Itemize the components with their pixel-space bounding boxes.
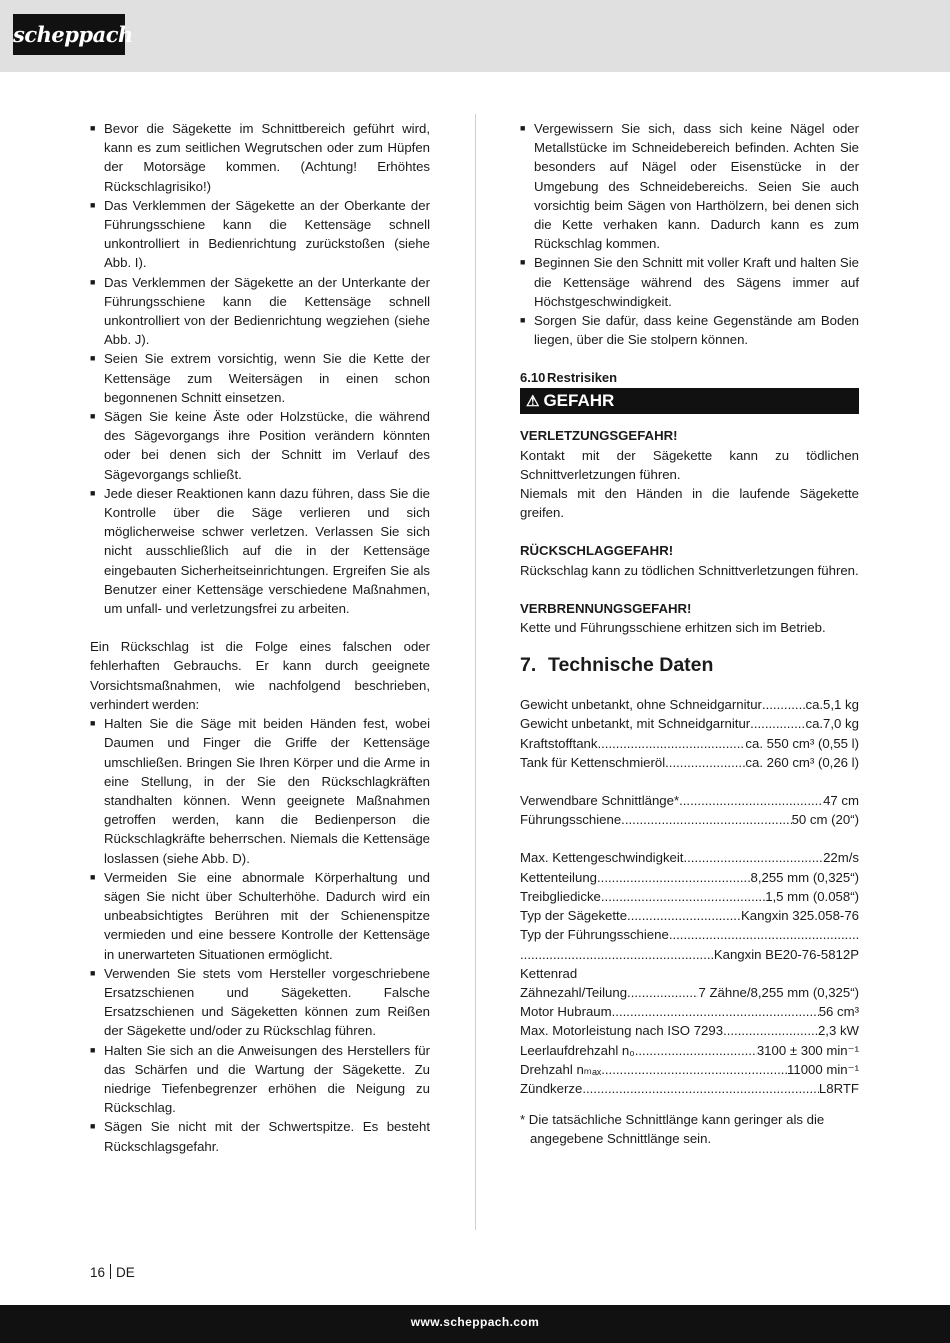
spec-row: Führungsschiene ..... 50 cm (20“) <box>520 810 859 829</box>
spec-group-cutting <box>520 791 859 829</box>
spec-row: Tank für Kettenschmieröl ..... ca. 260 cm³ (0,26 l) <box>520 753 859 772</box>
section-title: Restrisiken <box>547 370 618 386</box>
spec-row: Typ der Sägekette ..... Kangxin 325.058-76 <box>520 906 859 925</box>
list-item: ■ Beginnen Sie den Schnitt mit voller Kraft und halten Sie die Kettensäge während des Sägens immer auf Höchstgeschwindigkeit. <box>520 253 859 311</box>
list-item: ■ Sägen Sie nicht mit der Schwertspitze. Es besteht Rückschlagsgefahr. <box>90 1117 430 1155</box>
list-item: ■ Das Verklemmen der Sägekette an der Oberkante der Führungsschiene kann die Kettensäge schnell unkontrolliert in Bedienrichtung zurückstoßen (siehe Abb. I). <box>90 196 430 273</box>
spec-row: Kraftstofftank ..... ca. 550 cm³ (0,55 l) <box>520 734 859 753</box>
section-heading-6-10 <box>520 368 859 387</box>
spec-row: Drehzahl nₘₐₓ ..... 11000 min⁻¹ <box>520 1060 859 1079</box>
website-url: www.scheppach.com <box>410 1315 540 1329</box>
spec-row: Gewicht unbetankt, ohne Schneidgarnitur ..... ca.5,1 kg <box>520 695 859 714</box>
page-header <box>0 0 950 72</box>
spec-row: Max. Kettengeschwindigkeit ..... 22m/s <box>520 848 859 867</box>
warning-text: Rückschlag kann zu tödlichen Schnittverletzungen führen. <box>520 562 859 578</box>
section-title: Technische Daten <box>548 654 714 677</box>
section-heading-7 <box>520 653 859 677</box>
list-item: ■ Bevor die Sägekette im Schnittbereich geführt wird, kann es zum seitlichen Wegrutschen oder zum Hüpfen der Motorsäge kommen. (Achtung! Erhöhtes Rückschlagrisiko!) <box>90 119 430 196</box>
list-item: ■ Vermeiden Sie eine abnormale Körperhaltung und sägen Sie nicht über Schulterhöhe. Dadurch wird ein unbeabsichtigtes Berühren mit der Schienenspitze vermieden und eine bessere Kontrolle der Kettensäge in unerwarteten Situationen ermöglicht. <box>90 868 430 964</box>
spec-group-weights <box>520 695 859 772</box>
scheppach-logo: scheppach <box>13 14 125 55</box>
list-item: ■ Sägen Sie keine Äste oder Holzstücke, die während des Sägevorgangs ihre Position verändern könnten oder bei denen sich der Schnitt im Verlauf des Sägevorgangs schließt. <box>90 407 430 484</box>
page-footer <box>0 1305 950 1343</box>
language-code: DE <box>116 1265 135 1280</box>
spec-row: Kettenteilung ..... 8,255 mm (0,325“) <box>520 868 859 887</box>
spec-row: Gewicht unbetankt, mit Schneidgarnitur ..... ca.7,0 kg <box>520 714 859 733</box>
warning-title: VERBRENNUNGSGEFAHR! <box>520 600 692 616</box>
list-item: ■ Halten Sie sich an die Anweisungen des Herstellers für das Schärfen und die Wartung der Sägekette. Zu niedrige Tiefenbegrenzer erhöhen die Neigung zu Rückschlag. <box>90 1041 430 1118</box>
spec-row: Zündkerze ..... L8RTF <box>520 1079 859 1098</box>
section-number: 6.10 <box>520 370 546 386</box>
bullet-list-kickback-causes <box>90 119 430 618</box>
warning-text: Kontakt mit der Sägekette kann zu tödlichen Schnittverletzungen führen. <box>520 447 859 482</box>
spec-row: Typ der Führungsschiene ..... <box>520 925 859 944</box>
list-item: ■ Halten Sie die Säge mit beiden Händen fest, wobei Daumen und Finger die Griffe der Kettensäge umschließen. Bringen Sie Ihren Körper und die Arme in eine Stellung, in der Sie den Rückschlagkräften standhalten können. Wenn geeignete Maßnahmen getroffen werden, kann die Bedienperson die Rückschlagkräfte beherrschen. Niemals die Kettensäge loslassen (siehe Abb. D). <box>90 714 430 868</box>
list-item: ■ Jede dieser Reaktionen kann dazu führen, dass Sie die Kontrolle über die Säge verlieren und sich möglicherweise schwer verletzen. Verlassen Sie sich nicht ausschließlich auf die in der Kettensäge eingebauten Sicherheitseinrichtungen. Ergreifen Sie als Benutzer einer Kettensäge verschiedene Maßnahmen, um unfall- und verletzungsfrei zu arbeiten. <box>90 484 430 618</box>
page-number <box>90 1264 135 1282</box>
warning-triangle-icon: ⚠ <box>526 393 540 411</box>
spec-row: Verwendbare Schnittlänge* ..... 47 cm <box>520 791 859 810</box>
left-column <box>90 119 430 1156</box>
footnote: * Die tatsächliche Schnittlänge kann geringer als die angegebene Schnittlänge sein. <box>520 1112 825 1147</box>
right-column <box>520 119 859 1149</box>
spec-row: Zähnezahl/Teilung ..... 7 Zähne/8,255 mm (0,325“) <box>520 983 859 1002</box>
spec-row: Leerlaufdrehzahl n₀ ..... 3100 ± 300 min⁻¹ <box>520 1041 859 1060</box>
spec-subheading: Kettenrad <box>520 965 578 981</box>
list-item: ■ Das Verklemmen der Sägekette an der Unterkante der Führungsschiene kann die Kettensäge schnell unkontrolliert von der Bedienrichtung wegziehen (siehe Abb. J). <box>90 273 430 350</box>
spec-row: Motor Hubraum ..... 56 cm³ <box>520 1002 859 1021</box>
bullet-list-safety <box>520 119 859 349</box>
danger-banner <box>520 388 859 414</box>
spec-row: Treibgliedicke ..... 1,5 mm (0.058“) <box>520 887 859 906</box>
spec-row: ..... Kangxin BE20-76-5812P <box>520 945 859 964</box>
column-divider <box>475 114 476 1230</box>
warning-title: VERLETZUNGSGEFAHR! <box>520 428 678 444</box>
spec-row: Max. Motorleistung nach ISO 7293 ..... 2,3 kW <box>520 1021 859 1040</box>
warning-title: RÜCKSCHLAGGEFAHR! <box>520 543 674 559</box>
kickback-intro-paragraph: Ein Rückschlag ist die Folge eines falschen oder fehlerhaften Gebrauchs. Er kann durch geeignete Vorsichtsmaßnahmen, wie nachfolgend beschrieben, verhindert werden: <box>90 639 430 712</box>
section-number: 7. <box>520 654 537 677</box>
page-number-value: 16 <box>90 1265 106 1280</box>
list-item: ■ Seien Sie extrem vorsichtig, wenn Sie die Kette der Kettensäge zum Weitersägen in einen schon begonnenen Schnitt einsetzen. <box>90 349 430 407</box>
danger-label: GEFAHR <box>543 391 615 411</box>
list-item: ■ Sorgen Sie dafür, dass keine Gegenstände am Boden liegen, über die Sie stolpern können. <box>520 311 859 349</box>
bullet-list-precautions <box>90 714 430 1156</box>
warning-text: Kette und Führungsschiene erhitzen sich im Betrieb. <box>520 620 826 636</box>
list-item: ■ Vergewissern Sie sich, dass sich keine Nägel oder Metallstücke im Schneidebereich befinden. Achten Sie besonders auf Nägel oder Eisenstücke in der Umgebung des Schneidebereichs. Seien Sie auch vorsichtig beim Sägen von Harthölzern, bei denen sich die Kette verhaken kann. Dadurch kann es zum Rückschlag kommen. <box>520 119 859 253</box>
list-item: ■ Verwenden Sie stets vom Hersteller vorgeschriebene Ersatzschienen und Sägeketten. Falsche Ersatzschienen und Sägeketten können zum Reißen der Sägekette und/oder zu Rückschlag führen. <box>90 964 430 1041</box>
spec-group-chain <box>520 848 859 1098</box>
warning-text: Niemals mit den Händen in die laufende Sägekette greifen. <box>520 486 859 521</box>
